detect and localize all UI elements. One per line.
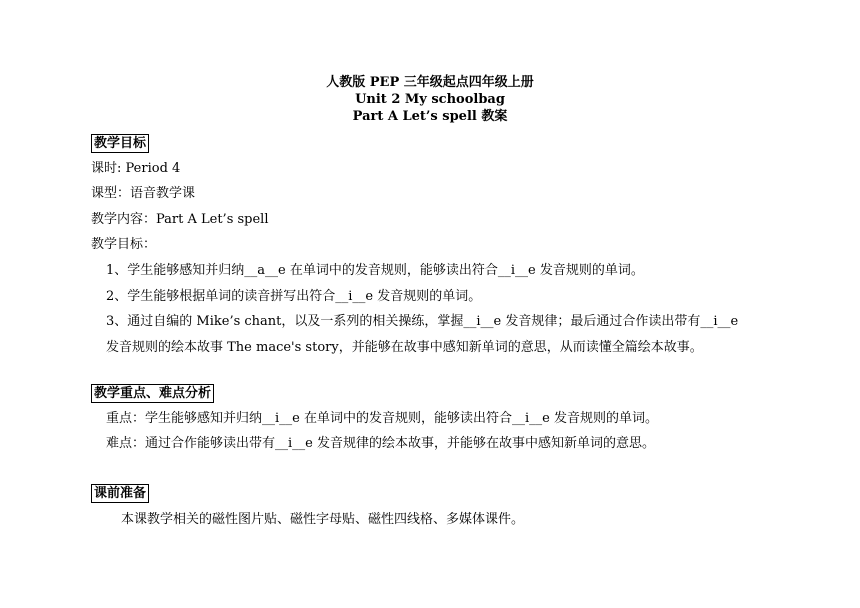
document-title: 人教版 PEP 三年级起点四年级上册 [326, 75, 534, 90]
section-heading-preparation: 课前准备 [91, 484, 149, 503]
goal-item-3: 3、通过自编的 Mike’s chant，以及一系列的相关操练，掌握__i__e 发音规律；最后通过合作读出带有__i__e [106, 314, 739, 329]
goals-label: 教学目标： [91, 237, 157, 252]
lesson-type-line: 课型：语音教学课 [91, 186, 196, 201]
preparation-text: 本课教学相关的磁性图片贴、磁性字母贴、磁性四线格、多媒体课件。 [121, 512, 525, 527]
content-line: 教学内容：Part A Let’s spell [91, 212, 269, 227]
goal-item-1: 1、学生能够感知并归纳__a__e 在单词中的发音规则，能够读出符合__i__e 发音规则的单词。 [106, 263, 644, 278]
goal-item-3-continued: 发音规则的绘本故事 The mace's story，并能够在故事中感知新单词的意思，从而读懂全篇绘本故事。 [106, 340, 703, 355]
goal-item-2: 2、学生能够根据单词的读音拼写出符合__i__e 发音规则的单词。 [106, 289, 482, 304]
difficulty-line: 难点：通过合作能够读出带有__i__e 发音规律的绘本故事，并能够在故事中感知新单词的意思。 [106, 436, 655, 451]
unit-title: Unit 2 My schoolbag [355, 92, 505, 107]
period-line: 课时: Period 4 [91, 161, 181, 176]
section-heading-key-points: 教学重点、难点分析 [91, 384, 214, 403]
lesson-subtitle: Part A Let’s spell 教案 [352, 109, 508, 124]
section-heading-objectives: 教学目标 [91, 134, 149, 153]
focus-line: 重点：学生能够感知并归纳__i__e 在单词中的发音规则，能够读出符合__i__e 发音规则的单词。 [106, 411, 658, 426]
